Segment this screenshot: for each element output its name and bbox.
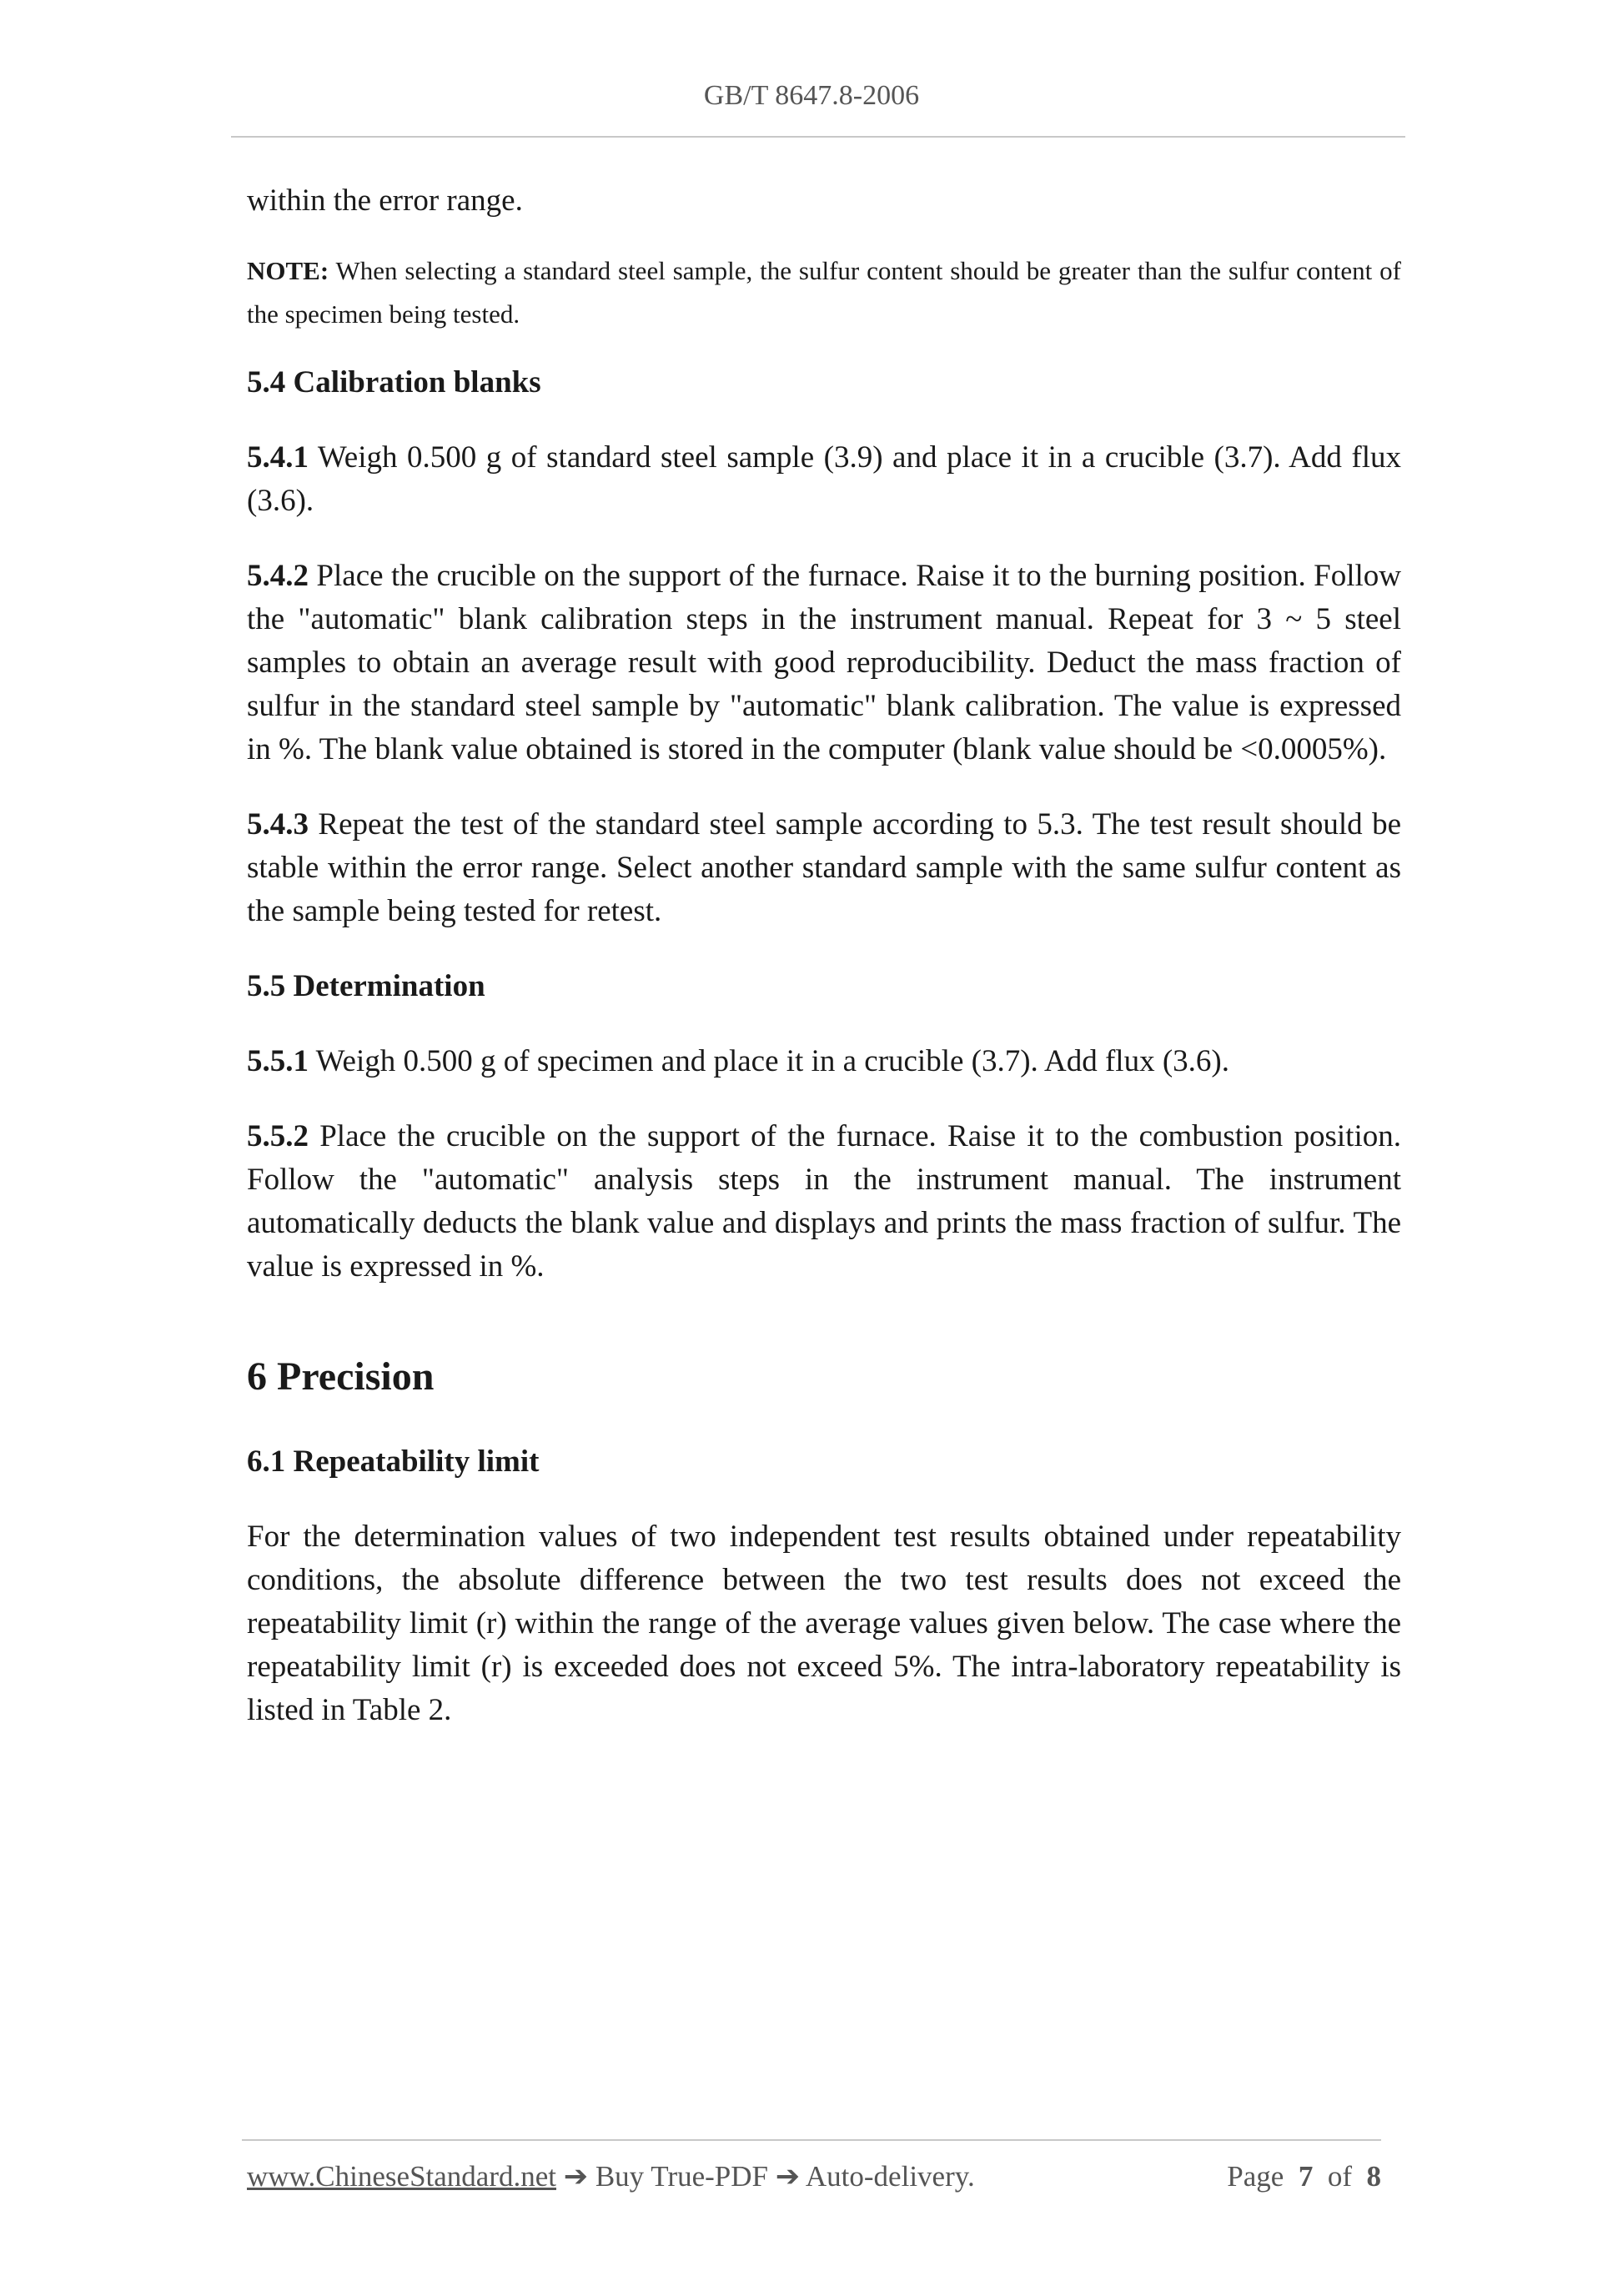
- heading-5-4: 5.4 Calibration blanks: [247, 365, 541, 399]
- page-content: [247, 175, 1401, 1732]
- heading-6: 6 Precision: [247, 1354, 435, 1399]
- paragraph-5-4-1: [247, 436, 1401, 523]
- footer-divider: [242, 2139, 1381, 2141]
- clause-number: 5.4.1: [247, 440, 309, 475]
- footer-promo: [247, 2160, 975, 2193]
- site-link[interactable]: www.ChineseStandard.net: [247, 2160, 556, 2193]
- paragraph-5-5-2: [247, 1115, 1401, 1289]
- arrow-right-icon: ➔: [775, 2160, 801, 2193]
- total-page-number: 8: [1366, 2160, 1381, 2193]
- current-page-number: 7: [1298, 2160, 1314, 2193]
- note-text: When selecting a standard steel sample, the sulfur content should be greater than the sulfur content of the specimen being tested.: [247, 256, 1401, 329]
- buy-pdf-text: Buy True-PDF: [595, 2160, 768, 2193]
- paragraph-5-5-1: [247, 1040, 1401, 1083]
- clause-text: Weigh 0.500 g of specimen and place it in a crucible (3.7). Add flux (3.6).: [309, 1044, 1229, 1078]
- paragraph-6-1: For the determination values of two independent test results obtained under repeatability conditions, the absolute difference between the two test results does not exceed the repeatability limit (r) within the range of the average values given below. The case where the repeatability limit (r) is exceeded does not exceed 5%. The intra-laboratory repeatability is listed in Table 2.: [247, 1520, 1401, 1727]
- paragraph-5-4-2: [247, 555, 1401, 771]
- page-of-label: of: [1327, 2160, 1352, 2193]
- note-paragraph: [247, 249, 1401, 336]
- page-indicator: [1227, 2160, 1381, 2193]
- page-label: Page: [1227, 2160, 1284, 2193]
- paragraph-5-4-3: [247, 803, 1401, 933]
- clause-number: 5.5.1: [247, 1044, 309, 1078]
- clause-text: Place the crucible on the support of the furnace. Raise it to the combustion position. Follow the "automatic" analysis steps in the instrument manual. The instrument automatically deducts the blank value and displays and prints the mass fraction of sulfur. The value is expressed in %.: [247, 1119, 1401, 1284]
- clause-number: 5.5.2: [247, 1119, 309, 1153]
- clause-number: 5.4.2: [247, 559, 309, 593]
- note-label: NOTE:: [247, 256, 329, 285]
- clause-text: Repeat the test of the standard steel sample according to 5.3. The test result should be stable within the error range. Select another standard sample with the same sulfur content as the sample being tested for retest.: [247, 807, 1401, 928]
- clause-text: Weigh 0.500 g of standard steel sample (3.9) and place it in a crucible (3.7). Add flux (3.6).: [247, 440, 1401, 518]
- heading-6-1: 6.1 Repeatability limit: [247, 1444, 540, 1479]
- document-header: GB/T 8647.8-2006: [703, 80, 920, 111]
- auto-delivery-text: Auto-delivery.: [805, 2160, 975, 2193]
- arrow-right-icon: ➔: [563, 2160, 589, 2193]
- header-divider: [231, 136, 1405, 138]
- clause-text: Place the crucible on the support of the furnace. Raise it to the burning position. Follow the "automatic" blank calibration steps in the instrument manual. Repeat for 3 ~ 5 steel samples to obtain an average result with good reproducibility. Deduct the mass fraction of sulfur in the standard steel sample by "automatic" blank calibration. The value is expressed in %. The blank value obtained is stored in the computer (blank value should be <0.0005%).: [247, 559, 1401, 766]
- clause-number: 5.4.3: [247, 807, 309, 842]
- heading-5-5: 5.5 Determination: [247, 969, 485, 1003]
- continuation-text: within the error range.: [247, 183, 523, 218]
